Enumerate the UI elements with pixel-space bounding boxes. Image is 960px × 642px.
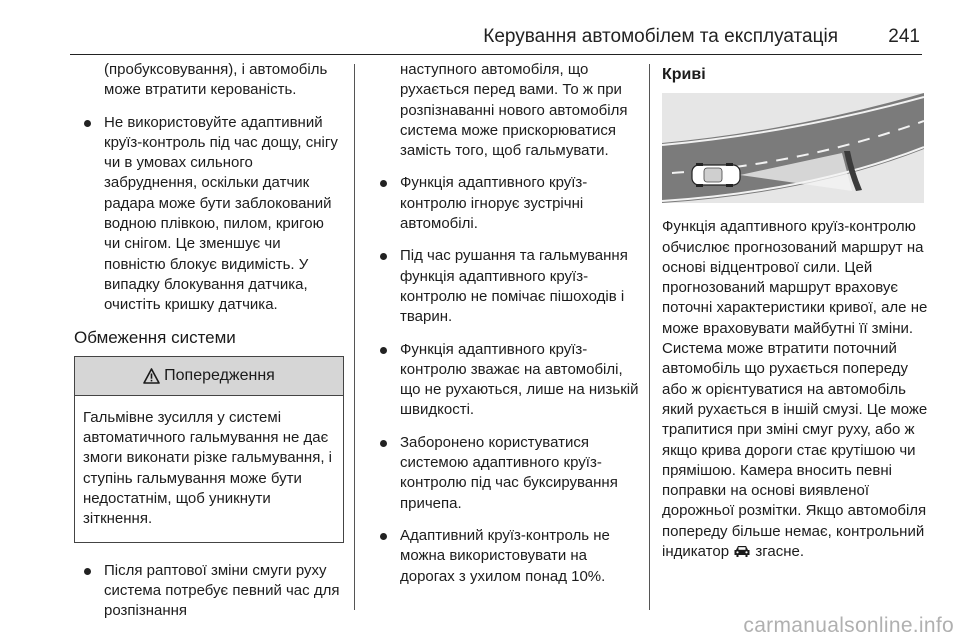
bullet-text: Не використовуйте адаптивний круїз-контроль під час дощу, снігу чи в умовах сильного забруднення, оскільки датчик радара може бути заблокований водною плівкою, пилом, кригою чи снігом. Це зменшує чи повністю блокує видимість. У випадку блокування датчика, очистіть кришку датчика. [104, 113, 338, 314]
bullet-item [370, 246, 642, 327]
bullet-dot [380, 347, 387, 354]
column-2 [370, 60, 642, 599]
bullet-dot [84, 568, 91, 575]
bullet-text: Функція адаптивного круїз-контролю ігнорує зустрічні автомобілі. [400, 174, 588, 233]
bullet-dot [380, 180, 387, 187]
bullet-text: Під час рушання та гальмування функція адаптивного круїз-контролю не помічає пішоходів і тварин. [400, 247, 628, 326]
warning-title: Попередження [164, 366, 275, 384]
warning-box [74, 356, 344, 543]
bullet-text: Після раптової зміни смуги руху система потребує певний час для розпізнання [104, 561, 340, 620]
curve-road-illustration [662, 93, 924, 203]
curves-text: Функція адаптивного круїз-контролю обчислює прогнозований маршрут на основі відцентрової сили. Цей прогнозований маршрут враховує поточні характеристики кривої, але не може враховувати майбутні її зміни. Система може втратити поточний автомобіль що рухається попереду або ж орієнтуватися на автомобіль який рухається в іншій смузі. Це може трапитися при зміні смуг руху, або ж якщо крива дороги стає крутішою чи прямішою. Камера вносить певні поправки на основі виявленої дорожньої розмітки. Якщо автомобіля попереду більше немає, контрольний індикатор [662, 218, 928, 561]
bullet-text: Адаптивний круїз-контроль не можна використовувати на дорогах з ухилом понад 10%. [400, 526, 610, 585]
bullet-text: Заборонено користуватися системою адаптивного круїз-контролю під час буксирування причепа. [400, 433, 618, 512]
column-3 [662, 60, 932, 562]
column-1 [74, 60, 344, 634]
bullet-dot [380, 253, 387, 260]
curves-paragraph [662, 217, 932, 562]
watermark: carmanualsonline.info [743, 614, 954, 637]
bullet-item [370, 526, 642, 587]
bullet-text: Функція адаптивного круїз-контролю зважає на автомобілі, що не рухаються, лише на низькій швидкості. [400, 340, 639, 419]
bullet-dot [380, 440, 387, 447]
header-title: Керування автомобілем та експлуатація [483, 26, 838, 47]
continuation-text: (пробуксовування), і автомобіль може втратити керованість. [104, 61, 328, 99]
car-icon [692, 163, 740, 187]
bullet-dot [84, 120, 91, 127]
bullet-item [370, 173, 642, 234]
warning-body: Гальмівне зусилля у системі автоматичного гальмування не дає змоги виконати різке гальмування, і ступінь гальмування може бути недостатнім, щоб уникнути зіткнення. [83, 408, 333, 528]
section-heading: Обмеження системи [74, 327, 236, 347]
warning-header [75, 357, 343, 396]
vehicle-ahead-indicator-icon [733, 544, 751, 558]
curves-text-end: згасне. [755, 543, 805, 561]
warning-triangle-icon [143, 368, 160, 384]
column-divider-1 [354, 64, 355, 610]
bullet-item [74, 561, 344, 622]
continuation-text: наступного автомобіля, що рухається перед вами. То ж при розпізнаванні нового автомобіля система може прискорюватися замість того, щоб гальмувати. [400, 61, 628, 160]
bullet-item [74, 113, 344, 316]
bullet-item [370, 433, 642, 514]
bullet-item [370, 340, 642, 421]
column-divider-2 [649, 64, 650, 610]
bullet-dot [380, 533, 387, 540]
subheading-curves: Криві [662, 66, 706, 83]
page-header [70, 22, 922, 55]
page-number: 241 [888, 26, 920, 47]
